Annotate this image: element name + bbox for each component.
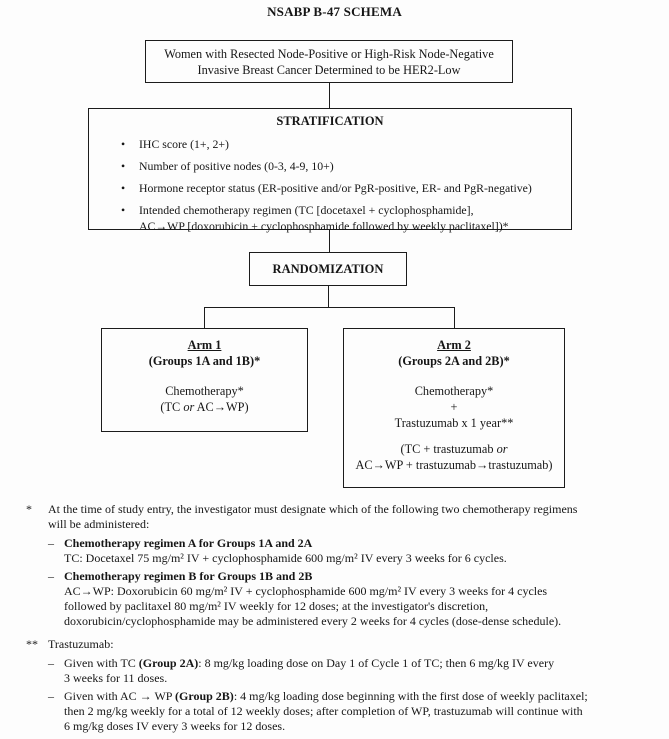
arm1-regimen-pre: (TC (160, 400, 184, 414)
footnote-text-line: doxorubicin/cyclophosphamide may be administered every 2 weeks for 4 cycles (dose-dense schedule). (64, 614, 562, 628)
footnote-item-group-2a (48, 656, 662, 686)
connector-eligibility-to-stratification (329, 83, 330, 108)
footnote-text-line: 6 mg/kg doses IV every 3 weeks for 12 doses. (64, 719, 286, 733)
footnote-star (26, 502, 662, 629)
arm1-chemo: Chemotherapy* (165, 384, 244, 398)
list-item (89, 136, 571, 152)
arm2-box (343, 328, 565, 488)
eligibility-line-2: Invasive Breast Cancer Determined to be HER2-Low (197, 62, 461, 77)
regimen-a-heading: Chemotherapy regimen A for Groups 1A and 2A (64, 536, 313, 550)
arm2-regimen-line-1 (344, 441, 564, 457)
arm2-groups: (Groups 2A and 2B)* (398, 354, 510, 368)
eligibility-box (145, 40, 513, 83)
stratification-heading: STRATIFICATION (276, 114, 384, 128)
bullet-text: Number of positive nodes (0-3, 4-9, 10+) (139, 159, 334, 173)
dash-icon: – (48, 689, 54, 703)
bullet-icon: • (121, 159, 126, 173)
arm1-regimen-post: AC→WP) (194, 400, 249, 414)
arm2-regimen-pre: (TC + trastuzumab (400, 442, 497, 456)
stratification-bullet-list (89, 136, 571, 234)
group-2a-post: : 8 mg/kg loading dose on Day 1 of Cycle 1 of TC; then 6 mg/kg IV every (198, 656, 555, 670)
arm1-regimen (102, 399, 307, 415)
connector-randomization-stem (328, 286, 329, 307)
connector-branch-to-arm2 (454, 307, 455, 328)
bullet-icon: • (121, 137, 126, 151)
arm2-regimen-line-2: AC→WP + trastuzumab→trastuzumab) (355, 458, 553, 472)
footnote-text-line: AC→WP: Doxorubicin 60 mg/m² IV + cyclophosphamide 600 mg/m² IV every 3 weeks for 4 cycles (64, 584, 548, 598)
footnote-item-regimen-b (48, 569, 662, 629)
group-2b-pre: Given with AC → WP (64, 689, 176, 703)
arm2-trastuzumab: Trastuzumab x 1 year** (394, 416, 514, 430)
page-title: NSABP B-47 SCHEMA (267, 4, 402, 19)
footnote-text-line: 3 weeks for 11 doses. (64, 671, 168, 685)
bullet-text: Intended chemotherapy regimen (TC [docetaxel + cyclophosphamide], (139, 203, 474, 217)
trastuzumab-heading: Trastuzumab: (48, 637, 114, 651)
dash-icon: – (48, 536, 54, 550)
arm2-chemo: Chemotherapy* (414, 384, 494, 398)
footnote-text-line (64, 689, 662, 704)
randomization-box (249, 252, 407, 286)
footnote-item-regimen-a (48, 536, 662, 566)
bullet-text: AC→WP [doxorubicin + cyclophosphamide followed by weekly paclitaxel])* (139, 219, 509, 233)
footnote-text-line: then 2 mg/kg weekly for a total of 12 weekly doses; after completion of WP, trastuzumab will continue with (64, 704, 583, 718)
group-2b-post: : 4 mg/kg loading dose beginning with the first dose of weekly paclitaxel; (233, 689, 588, 703)
footnote-text-line: will be administered: (48, 517, 150, 531)
arm2-title: Arm 2 (437, 338, 471, 352)
group-2a-pre: Given with TC (64, 656, 139, 670)
footnotes-section (26, 502, 662, 734)
dash-icon: – (48, 569, 54, 583)
arm1-title: Arm 1 (187, 338, 222, 352)
dash-icon: – (48, 656, 54, 670)
regimen-b-heading: Chemotherapy regimen B for Groups 1B and 2B (64, 569, 313, 583)
arm1-box (101, 328, 308, 432)
footnote-text-line: TC: Docetaxel 75 mg/m² IV + cyclophosphamide 600 mg/m² IV every 3 weeks for 6 cycles. (64, 551, 507, 565)
list-item (89, 202, 571, 234)
footnote-item-group-2b (48, 689, 662, 734)
stratification-box (88, 108, 572, 233)
connector-branch-to-arm1 (204, 307, 205, 328)
arm2-regimen-or: or (496, 442, 508, 456)
list-item (89, 180, 571, 196)
footnote-double-star (26, 637, 662, 734)
group-2a-label: (Group 2A) (138, 656, 199, 670)
footnote-star-marker: * (26, 502, 32, 516)
arm2-plus: + (450, 400, 458, 414)
footnote-text-line: At the time of study entry, the investigator must designate which of the following two chemotherapy regimens (48, 502, 578, 516)
footnote-double-star-marker: ** (26, 637, 38, 651)
list-item (89, 158, 571, 174)
eligibility-line-1: Women with Resected Node-Positive or High-Risk Node-Negative (164, 46, 494, 61)
bullet-icon: • (121, 203, 126, 217)
bullet-text: IHC score (1+, 2+) (139, 137, 229, 151)
randomization-heading: RANDOMIZATION (272, 261, 384, 276)
arm1-groups: (Groups 1A and 1B)* (148, 354, 261, 368)
connector-branch-horizontal (204, 307, 455, 308)
bullet-text: Hormone receptor status (ER-positive and/or PgR-positive, ER- and PgR-negative) (139, 181, 532, 195)
footnote-text-line (64, 656, 662, 671)
bullet-icon: • (121, 181, 126, 195)
arm1-regimen-or: or (183, 400, 195, 414)
footnote-text-line: followed by paclitaxel 80 mg/m² IV weekly for 12 doses; at the investigator's discretion, (64, 599, 489, 613)
group-2b-label: (Group 2B) (175, 689, 234, 703)
